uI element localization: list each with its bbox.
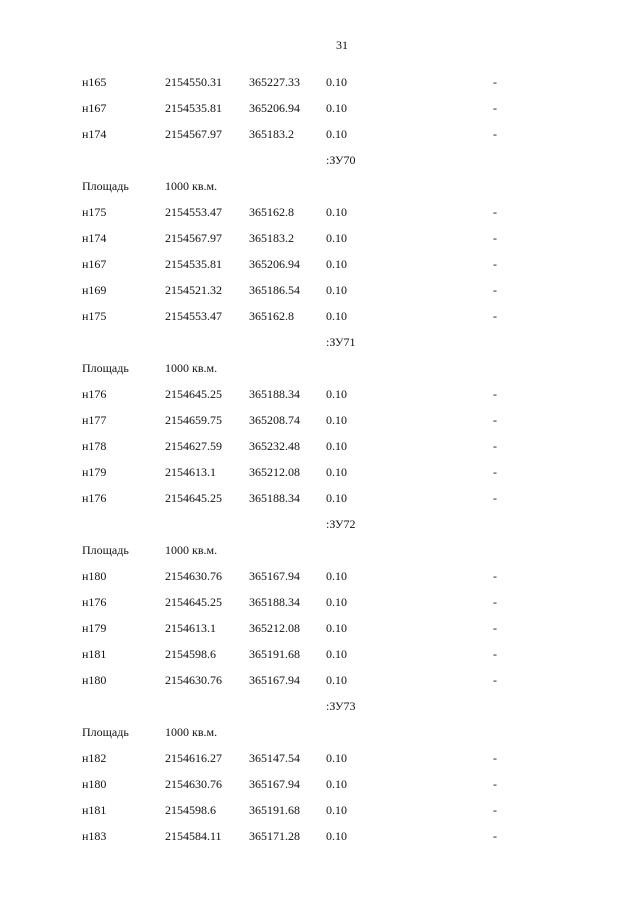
- coordinate-y: 365167.94: [249, 569, 300, 583]
- coordinate-y: 365147.54: [249, 751, 300, 765]
- coordinate-x: 2154567.97: [165, 231, 222, 245]
- point-name: н180: [82, 673, 107, 687]
- area-label: Площадь: [82, 361, 129, 375]
- coordinate-row: [0, 256, 640, 282]
- accuracy-value: 0.10: [326, 751, 347, 765]
- dash-cell: -: [493, 309, 497, 323]
- coordinate-y: 365183.2: [249, 127, 294, 141]
- accuracy-value: 0.10: [326, 205, 347, 219]
- coordinate-row: [0, 620, 640, 646]
- coordinate-row: [0, 412, 640, 438]
- coordinate-x: 2154645.25: [165, 387, 222, 401]
- area-label: Площадь: [82, 725, 129, 739]
- coordinate-y: 365188.34: [249, 595, 300, 609]
- coordinate-y: 365188.34: [249, 387, 300, 401]
- point-name: н181: [82, 647, 107, 661]
- area-label: Площадь: [82, 179, 129, 193]
- coordinate-row: [0, 750, 640, 776]
- accuracy-value: 0.10: [326, 803, 347, 817]
- coordinate-y: 365162.8: [249, 205, 294, 219]
- coordinate-y: 365186.54: [249, 283, 300, 297]
- area-label: Площадь: [82, 543, 129, 557]
- point-name: н179: [82, 465, 107, 479]
- coordinate-x: 2154616.27: [165, 751, 222, 765]
- coordinate-x: 2154627.59: [165, 439, 222, 453]
- coordinate-row: [0, 308, 640, 334]
- coordinate-row: [0, 568, 640, 594]
- coordinate-x: 2154645.25: [165, 595, 222, 609]
- section-heading: [0, 152, 640, 178]
- point-name: н175: [82, 309, 107, 323]
- dash-cell: -: [493, 101, 497, 115]
- coordinate-y: 365208.74: [249, 413, 300, 427]
- section-label: :ЗУ70: [326, 153, 356, 167]
- dash-cell: -: [493, 595, 497, 609]
- dash-cell: -: [493, 413, 497, 427]
- coordinate-x: 2154613.1: [165, 621, 216, 635]
- dash-cell: -: [493, 777, 497, 791]
- coordinate-y: 365191.68: [249, 803, 300, 817]
- coordinate-x: 2154613.1: [165, 465, 216, 479]
- dash-cell: -: [493, 439, 497, 453]
- coordinate-x: 2154535.81: [165, 257, 222, 271]
- point-name: н174: [82, 127, 107, 141]
- point-name: н179: [82, 621, 107, 635]
- dash-cell: -: [493, 621, 497, 635]
- page-number: 31: [336, 38, 348, 52]
- accuracy-value: 0.10: [326, 387, 347, 401]
- coordinate-x: 2154645.25: [165, 491, 222, 505]
- area-value: 1000 кв.м.: [165, 361, 218, 375]
- coordinate-x: 2154598.6: [165, 647, 216, 661]
- accuracy-value: 0.10: [326, 101, 347, 115]
- point-name: н176: [82, 491, 107, 505]
- dash-cell: -: [493, 803, 497, 817]
- coordinate-row: [0, 646, 640, 672]
- accuracy-value: 0.10: [326, 231, 347, 245]
- dash-cell: -: [493, 283, 497, 297]
- accuracy-value: 0.10: [326, 491, 347, 505]
- coordinate-x: 2154553.47: [165, 205, 222, 219]
- point-name: н180: [82, 569, 107, 583]
- accuracy-value: 0.10: [326, 777, 347, 791]
- coordinate-y: 365167.94: [249, 777, 300, 791]
- coordinate-x: 2154535.81: [165, 101, 222, 115]
- section-heading: [0, 516, 640, 542]
- dash-cell: -: [493, 127, 497, 141]
- coordinate-x: 2154630.76: [165, 673, 222, 687]
- dash-cell: -: [493, 231, 497, 245]
- accuracy-value: 0.10: [326, 283, 347, 297]
- point-name: н176: [82, 387, 107, 401]
- area-row: [0, 360, 640, 386]
- dash-cell: -: [493, 387, 497, 401]
- section-label: :ЗУ72: [326, 517, 356, 531]
- coordinate-row: [0, 828, 640, 854]
- point-name: н174: [82, 231, 107, 245]
- coordinate-row: [0, 100, 640, 126]
- coordinate-x: 2154630.76: [165, 569, 222, 583]
- coordinate-y: 365171.28: [249, 829, 300, 843]
- coordinate-row: [0, 126, 640, 152]
- point-name: н165: [82, 75, 107, 89]
- point-name: н176: [82, 595, 107, 609]
- coordinate-row: [0, 438, 640, 464]
- dash-cell: -: [493, 205, 497, 219]
- section-label: :ЗУ73: [326, 699, 356, 713]
- coordinate-row: [0, 74, 640, 100]
- area-row: [0, 542, 640, 568]
- coordinate-row: [0, 802, 640, 828]
- coordinate-row: [0, 672, 640, 698]
- dash-cell: -: [493, 569, 497, 583]
- dash-cell: -: [493, 673, 497, 687]
- point-name: н177: [82, 413, 107, 427]
- coordinate-row: [0, 594, 640, 620]
- area-row: [0, 178, 640, 204]
- accuracy-value: 0.10: [326, 413, 347, 427]
- coordinate-x: 2154630.76: [165, 777, 222, 791]
- coordinate-y: 365206.94: [249, 257, 300, 271]
- coordinate-y: 365191.68: [249, 647, 300, 661]
- coordinate-row: [0, 386, 640, 412]
- coordinate-y: 365232.48: [249, 439, 300, 453]
- coordinate-y: 365212.08: [249, 465, 300, 479]
- accuracy-value: 0.10: [326, 647, 347, 661]
- area-value: 1000 кв.м.: [165, 725, 218, 739]
- point-name: н167: [82, 257, 107, 271]
- coordinate-y: 365212.08: [249, 621, 300, 635]
- coordinate-y: 365167.94: [249, 673, 300, 687]
- coordinate-x: 2154567.97: [165, 127, 222, 141]
- dash-cell: -: [493, 647, 497, 661]
- dash-cell: -: [493, 829, 497, 843]
- coordinate-x: 2154521.32: [165, 283, 222, 297]
- point-name: н182: [82, 751, 107, 765]
- accuracy-value: 0.10: [326, 465, 347, 479]
- accuracy-value: 0.10: [326, 439, 347, 453]
- coordinate-row: [0, 464, 640, 490]
- accuracy-value: 0.10: [326, 621, 347, 635]
- coordinate-x: 2154598.6: [165, 803, 216, 817]
- coordinate-row: [0, 776, 640, 802]
- accuracy-value: 0.10: [326, 127, 347, 141]
- dash-cell: -: [493, 751, 497, 765]
- area-row: [0, 724, 640, 750]
- accuracy-value: 0.10: [326, 673, 347, 687]
- accuracy-value: 0.10: [326, 829, 347, 843]
- accuracy-value: 0.10: [326, 595, 347, 609]
- coordinate-x: 2154584.11: [165, 829, 222, 843]
- dash-cell: -: [493, 257, 497, 271]
- section-heading: [0, 698, 640, 724]
- coordinate-x: 2154550.31: [165, 75, 222, 89]
- accuracy-value: 0.10: [326, 75, 347, 89]
- point-name: н169: [82, 283, 107, 297]
- coordinate-y: 365206.94: [249, 101, 300, 115]
- dash-cell: -: [493, 465, 497, 479]
- coordinate-row: [0, 204, 640, 230]
- point-name: н167: [82, 101, 107, 115]
- coordinate-y: 365183.2: [249, 231, 294, 245]
- point-name: н181: [82, 803, 107, 817]
- dash-cell: -: [493, 491, 497, 505]
- area-value: 1000 кв.м.: [165, 179, 218, 193]
- coordinate-row: [0, 490, 640, 516]
- point-name: н183: [82, 829, 107, 843]
- point-name: н178: [82, 439, 107, 453]
- coordinates-list: [0, 74, 640, 854]
- coordinate-y: 365227.33: [249, 75, 300, 89]
- coordinate-row: [0, 230, 640, 256]
- coordinate-row: [0, 282, 640, 308]
- dash-cell: -: [493, 75, 497, 89]
- point-name: н180: [82, 777, 107, 791]
- accuracy-value: 0.10: [326, 257, 347, 271]
- section-label: :ЗУ71: [326, 335, 356, 349]
- section-heading: [0, 334, 640, 360]
- coordinate-x: 2154553.47: [165, 309, 222, 323]
- point-name: н175: [82, 205, 107, 219]
- coordinate-y: 365162.8: [249, 309, 294, 323]
- accuracy-value: 0.10: [326, 309, 347, 323]
- coordinate-y: 365188.34: [249, 491, 300, 505]
- coordinate-x: 2154659.75: [165, 413, 222, 427]
- area-value: 1000 кв.м.: [165, 543, 218, 557]
- accuracy-value: 0.10: [326, 569, 347, 583]
